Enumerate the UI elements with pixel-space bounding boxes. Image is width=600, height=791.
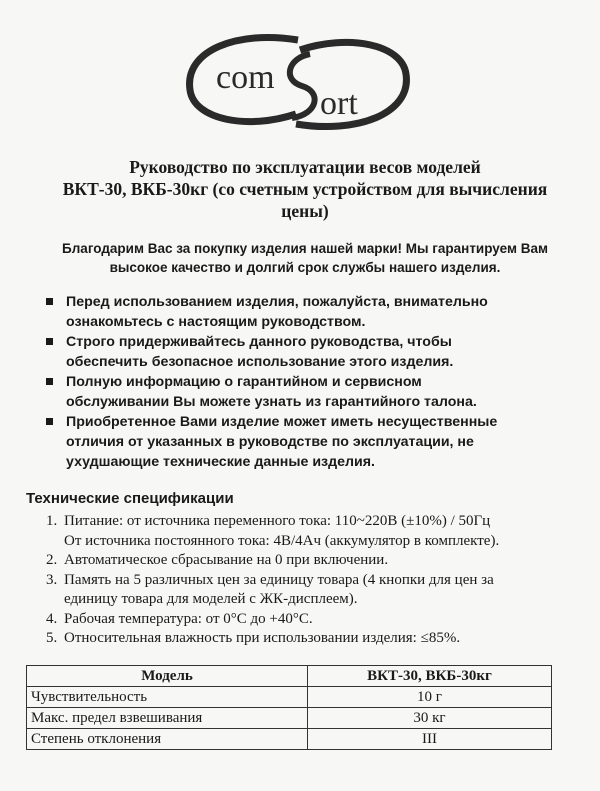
spec-line: Питание: от источника переменного тока: 110~220В (±10%) / 50Гц [64, 513, 491, 529]
spec-line: единицу товара для моделей с ЖК-дисплеем). [64, 591, 358, 607]
document-title [40, 156, 570, 222]
table-header-cell: ВКТ-30, ВКБ-30кг [308, 666, 552, 687]
table-cell: Чувствительность [27, 687, 308, 708]
bullet-square-icon [46, 298, 53, 305]
table-row [27, 708, 552, 729]
table-cell: 30 кг [308, 708, 552, 729]
table-header-row [27, 666, 552, 687]
spec-item [26, 610, 586, 630]
thanks-line: Благодарим Вас за покупку изделия нашей марки! Мы гарантируем Вам [62, 241, 548, 256]
spec-number: 5. [46, 630, 58, 646]
spec-number: 1. [46, 513, 58, 529]
spec-line: Рабочая температура: от 0°С до +40°С. [64, 610, 313, 627]
bullet-square-icon [46, 338, 53, 345]
comfort-logo-mark [178, 28, 418, 138]
table-cell: Степень отклонения [27, 729, 308, 750]
specs-list [26, 512, 586, 649]
bullet-line: Строго придерживайтесь данного руководства, чтобы [66, 334, 452, 350]
bullet-item [44, 332, 584, 372]
spec-line: Автоматическое сбрасывание на 0 при включении. [64, 552, 389, 568]
bullet-line: Полную информацию о гарантийном и сервисном [66, 374, 422, 390]
spec-line: От источника постоянного тока: 4В/4Ач (аккумулятор в комплекте). [64, 532, 500, 549]
spec-line: Память на 5 различных цен за единицу товара (4 кнопки для цен за [64, 571, 494, 588]
thanks-paragraph [40, 239, 570, 277]
table-cell: Макс. предел взвешивания [27, 708, 308, 729]
table-row [27, 687, 552, 708]
title-line: Руководство по эксплуатации весов моделей [129, 157, 481, 177]
spec-item [26, 551, 586, 571]
table-header-cell: Модель [27, 666, 308, 687]
bullet-line: ухудшающие технические данные изделия. [66, 454, 375, 470]
bullet-item [44, 372, 584, 412]
title-line: ВКТ-30, ВКБ-30кг (со счетным устройством для вычисления [62, 179, 548, 199]
bullet-item [44, 292, 584, 332]
spec-number: 4. [46, 610, 58, 627]
safety-bullet-list [44, 292, 584, 472]
comfort-logo [178, 28, 418, 138]
spec-number: 3. [46, 571, 58, 588]
bullet-line: Приобретенное Вами изделие может иметь несущественные [66, 414, 498, 430]
table-cell: III [308, 729, 552, 750]
spec-item [26, 571, 586, 610]
spec-number: 2. [46, 552, 58, 568]
table-cell: 10 г [308, 687, 552, 708]
bullet-line: ознакомьтесь с настоящим руководством. [66, 314, 366, 330]
model-spec-table [26, 665, 552, 750]
bullet-line: обслуживании Вы можете узнать из гарантийного талона. [66, 394, 477, 410]
spec-item [26, 629, 586, 649]
title-line: цены) [281, 201, 329, 221]
spec-line: Относительная влажность при использовании изделия: ≤85%. [64, 630, 461, 646]
thanks-line: высокое качество и долгий срок службы нашего изделия. [109, 260, 501, 275]
bullet-line: Перед использованием изделия, пожалуйста, внимательно [66, 294, 488, 310]
bullet-square-icon [46, 378, 53, 385]
bullet-line: обеспечить безопасное использование этого изделия. [66, 354, 454, 370]
logo-text-com: com [216, 59, 275, 96]
logo-text-ort: ort [320, 85, 358, 122]
table-row [27, 729, 552, 750]
specs-heading: Технические спецификации [26, 490, 234, 507]
bullet-line: отличия от указанных в руководстве по эксплуатации, не [66, 434, 474, 450]
bullet-square-icon [46, 418, 53, 425]
spec-item [26, 512, 586, 551]
bullet-item [44, 412, 584, 472]
